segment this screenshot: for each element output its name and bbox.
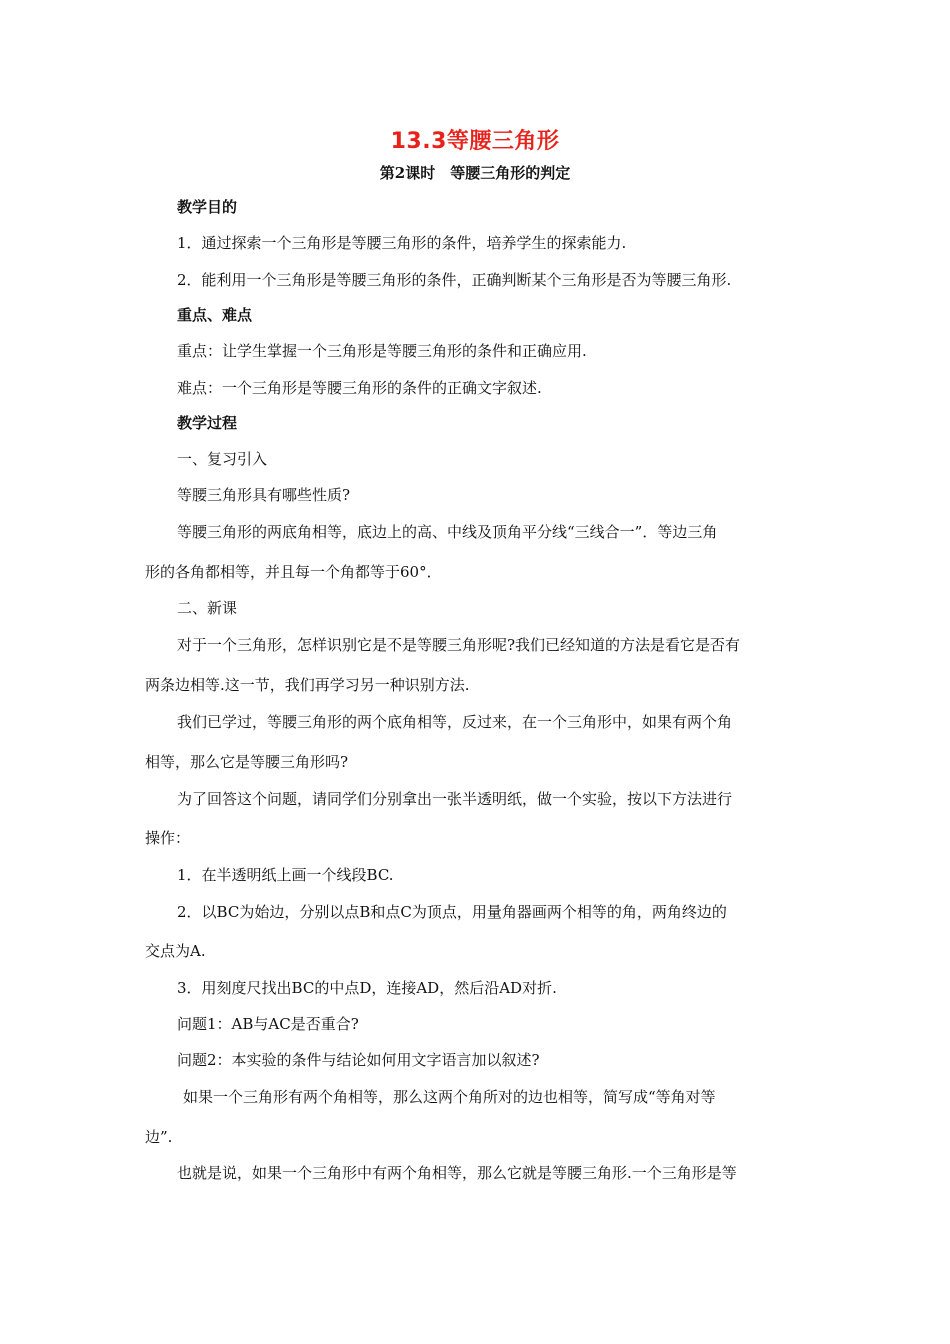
paragraph: 操作： [145, 829, 191, 847]
paragraph: 我们已学过，等腰三角形的两个底角相等，反过来，在一个三角形中，如果有两个角 [177, 713, 733, 731]
paragraph: 等腰三角形的两底角相等，底边上的高、中线及顶角平分线“三线合一”．等边三角 [177, 523, 718, 541]
paragraph: 对于一个三角形，怎样识别它是不是等腰三角形呢?我们已经知道的方法是看它是否有 [177, 636, 741, 654]
paragraph: 2．能利用一个三角形是等腰三角形的条件，正确判断某个三角形是否为等腰三角形. [177, 271, 732, 289]
lesson-subtitle: 第2课时 等腰三角形的判定 [379, 164, 571, 182]
paragraph: 一、复习引入 [177, 450, 268, 468]
section-heading: 重点、难点 [177, 306, 253, 324]
section-heading: 教学目的 [177, 198, 238, 216]
paragraph: 为了回答这个问题，请同学们分别拿出一张半透明纸，做一个实验，按以下方法进行 [177, 790, 733, 808]
paragraph: 2．以BC为始边，分别以点B和点C为顶点，用量角器画两个相等的角，两角终边的 [177, 903, 727, 921]
document-title: 13.3等腰三角形 [390, 129, 560, 154]
paragraph: 1．在半透明纸上画一个线段BC. [177, 866, 394, 884]
paragraph: 也就是说，如果一个三角形中有两个角相等，那么它就是等腰三角形.一个三角形是等 [177, 1164, 737, 1182]
paragraph: 边”. [145, 1128, 173, 1146]
paragraph: 交点为A. [145, 942, 206, 960]
section-heading: 教学过程 [177, 414, 238, 432]
paragraph: 等腰三角形具有哪些性质? [177, 486, 351, 504]
paragraph: 问题2：本实验的条件与结论如何用文字语言加以叙述? [177, 1051, 540, 1069]
paragraph: 相等，那么它是等腰三角形吗? [145, 753, 349, 771]
paragraph: 重点：让学生掌握一个三角形是等腰三角形的条件和正确应用. [177, 342, 587, 360]
paragraph: 如果一个三角形有两个角相等，那么这两个角所对的边也相等，简写成“等角对等 [183, 1088, 716, 1106]
paragraph: 二、新课 [177, 599, 238, 617]
paragraph: 1．通过探索一个三角形是等腰三角形的条件，培养学生的探索能力. [177, 234, 627, 252]
paragraph: 问题1：AB与AC是否重合? [177, 1015, 359, 1033]
paragraph: 3．用刻度尺找出BC的中点D，连接AD，然后沿AD对折. [177, 979, 557, 997]
paragraph: 形的各角都相等，并且每一个角都等于60°． [145, 563, 442, 581]
paragraph: 难点：一个三角形是等腰三角形的条件的正确文字叙述. [177, 379, 542, 397]
paragraph: 两条边相等.这一节，我们再学习另一种识别方法. [145, 676, 470, 694]
